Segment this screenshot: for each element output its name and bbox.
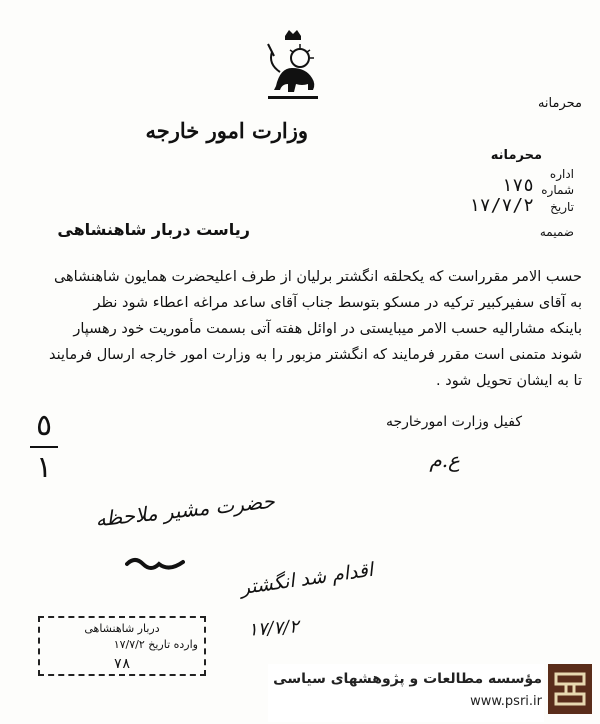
margin-fraction <box>24 410 64 484</box>
confidential-mark-top: محرمانه <box>537 96 582 111</box>
meta-date-value: ١٧/٧/٢ <box>468 195 534 216</box>
body-line: شوند متمنی است مقرر فرمایند که انگشتر مزبور را به وزارت امور خارجه ارسال فرمایند <box>48 347 582 363</box>
meta-number-label: شماره <box>541 183 574 197</box>
lion-and-sun-emblem-icon <box>258 28 328 108</box>
stamp-number: ٧٨ <box>113 656 131 672</box>
body-line: به آقای سفیرکبیر ترکیه در مسکو بتوسط جناب آقای ساعد مراغه اعطاء شود نظر <box>93 295 582 311</box>
body-line: حسب الامر مقرراست که یکحلقه انگشتر برلیان از طرف اعلیحضرت همایون شاهنشاهی <box>53 269 582 285</box>
fraction-top: ٥ <box>35 408 53 443</box>
meta-number-value: ١٧٥ <box>501 175 534 196</box>
signature-title: کفیل وزارت امورخارجه <box>385 414 522 430</box>
handwritten-note-2: اقدام شد انگشتر <box>239 558 375 600</box>
fraction-bottom: ١ <box>35 450 53 485</box>
stamp-title: دربار شاهنشاهی <box>84 622 160 635</box>
handwritten-note-1: حضرت مشیر ملاحظه <box>94 488 276 532</box>
signature-mark: ع.م <box>429 448 460 472</box>
body-line: تا به ایشان تحویل شود . <box>436 373 582 389</box>
receipt-stamp <box>38 616 206 676</box>
handwritten-scribble-icon <box>125 552 185 576</box>
meta-confidential: محرمانه <box>490 148 542 163</box>
meta-date-label: تاریخ <box>550 200 574 214</box>
institute-logo-icon <box>548 664 592 714</box>
handwritten-date: ١٧/٧/٢ <box>247 616 300 641</box>
ministry-title: وزارت امور خارجه <box>145 118 308 143</box>
meta-attachment-label: ضمیمه <box>539 225 574 239</box>
meta-office-label: اداره <box>549 167 574 181</box>
recipient-line: ریاست دربار شاهنشاهی <box>57 220 250 239</box>
institute-name: مؤسسه مطالعات و پژوهشهای سیاسی <box>273 671 542 687</box>
body-line: باینکه مشارالیه حسب الامر میبایستی در اوائل هفته آتی بسمت مأموریت خود رهسپار <box>73 321 582 337</box>
letter-body <box>20 264 582 394</box>
stamp-date: وارده تاریخ ١٧/٧/٢ <box>113 638 198 651</box>
fraction-bar <box>30 446 58 448</box>
institute-url[interactable]: www.psri.ir <box>470 694 542 709</box>
